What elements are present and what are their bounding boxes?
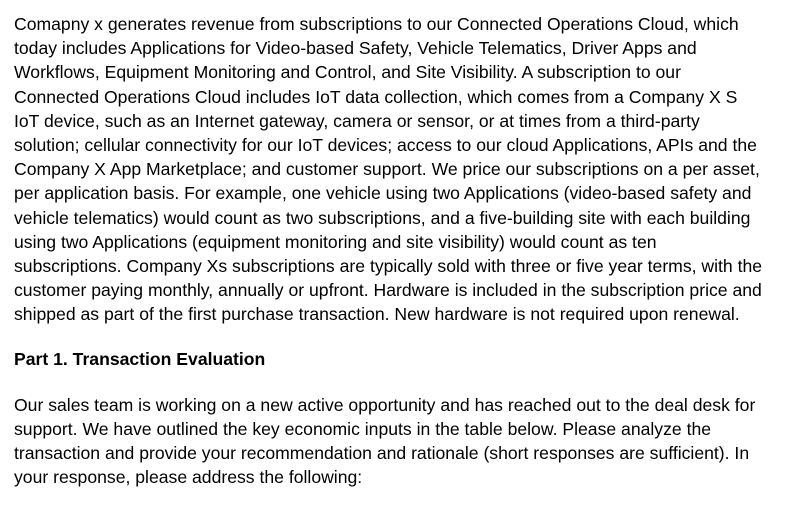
document-body <box>14 12 800 490</box>
section-paragraph <box>14 393 800 490</box>
intro-paragraph <box>14 12 800 327</box>
intro-line: subscriptions. Company Xs subscriptions are typically sold with three or five year terms, with the <box>14 256 763 277</box>
intro-line: per application basis. For example, one vehicle using two Applications (video-based safety and <box>14 183 752 204</box>
section-line: support. We have outlined the key economic inputs in the table below. Please analyze the <box>14 419 712 440</box>
intro-line: using two Applications (equipment monitoring and site visibility) would count as ten <box>14 231 657 252</box>
intro-line: today includes Applications for Video-based Safety, Vehicle Telematics, Driver Apps and <box>14 38 697 59</box>
intro-line: Company X App Marketplace; and customer support. We price our subscriptions on a per asset, <box>14 159 760 180</box>
intro-line: Connected Operations Cloud includes IoT data collection, which comes from a Company X S <box>14 86 738 107</box>
intro-line: customer paying monthly, annually or upfront. Hardware is included in the subscription price and <box>14 280 762 301</box>
intro-line: solution; cellular connectivity for our IoT devices; access to our cloud Applications, APIs and the <box>14 135 757 156</box>
intro-line: Comapny x generates revenue from subscriptions to our Connected Operations Cloud, which <box>14 14 739 34</box>
intro-line: IoT device, such as an Internet gateway, camera or sensor, or at times from a third-party <box>14 110 700 131</box>
section-line: transaction and provide your recommendation and rationale (short responses are sufficient). In <box>14 443 750 464</box>
section-line: your response, please address the following: <box>14 467 363 488</box>
section-line: Our sales team is working on a new active opportunity and has reached out to the deal desk for <box>14 394 756 415</box>
section-heading: Part 1. Transaction Evaluation <box>14 348 266 369</box>
intro-line: vehicle telematics) would count as two subscriptions, and a five-building site with each building <box>14 207 751 228</box>
intro-line: Workflows, Equipment Monitoring and Control, and Site Visibility. A subscription to our <box>14 62 681 83</box>
intro-line: shipped as part of the first purchase transaction. New hardware is not required upon renewal. <box>14 304 740 325</box>
